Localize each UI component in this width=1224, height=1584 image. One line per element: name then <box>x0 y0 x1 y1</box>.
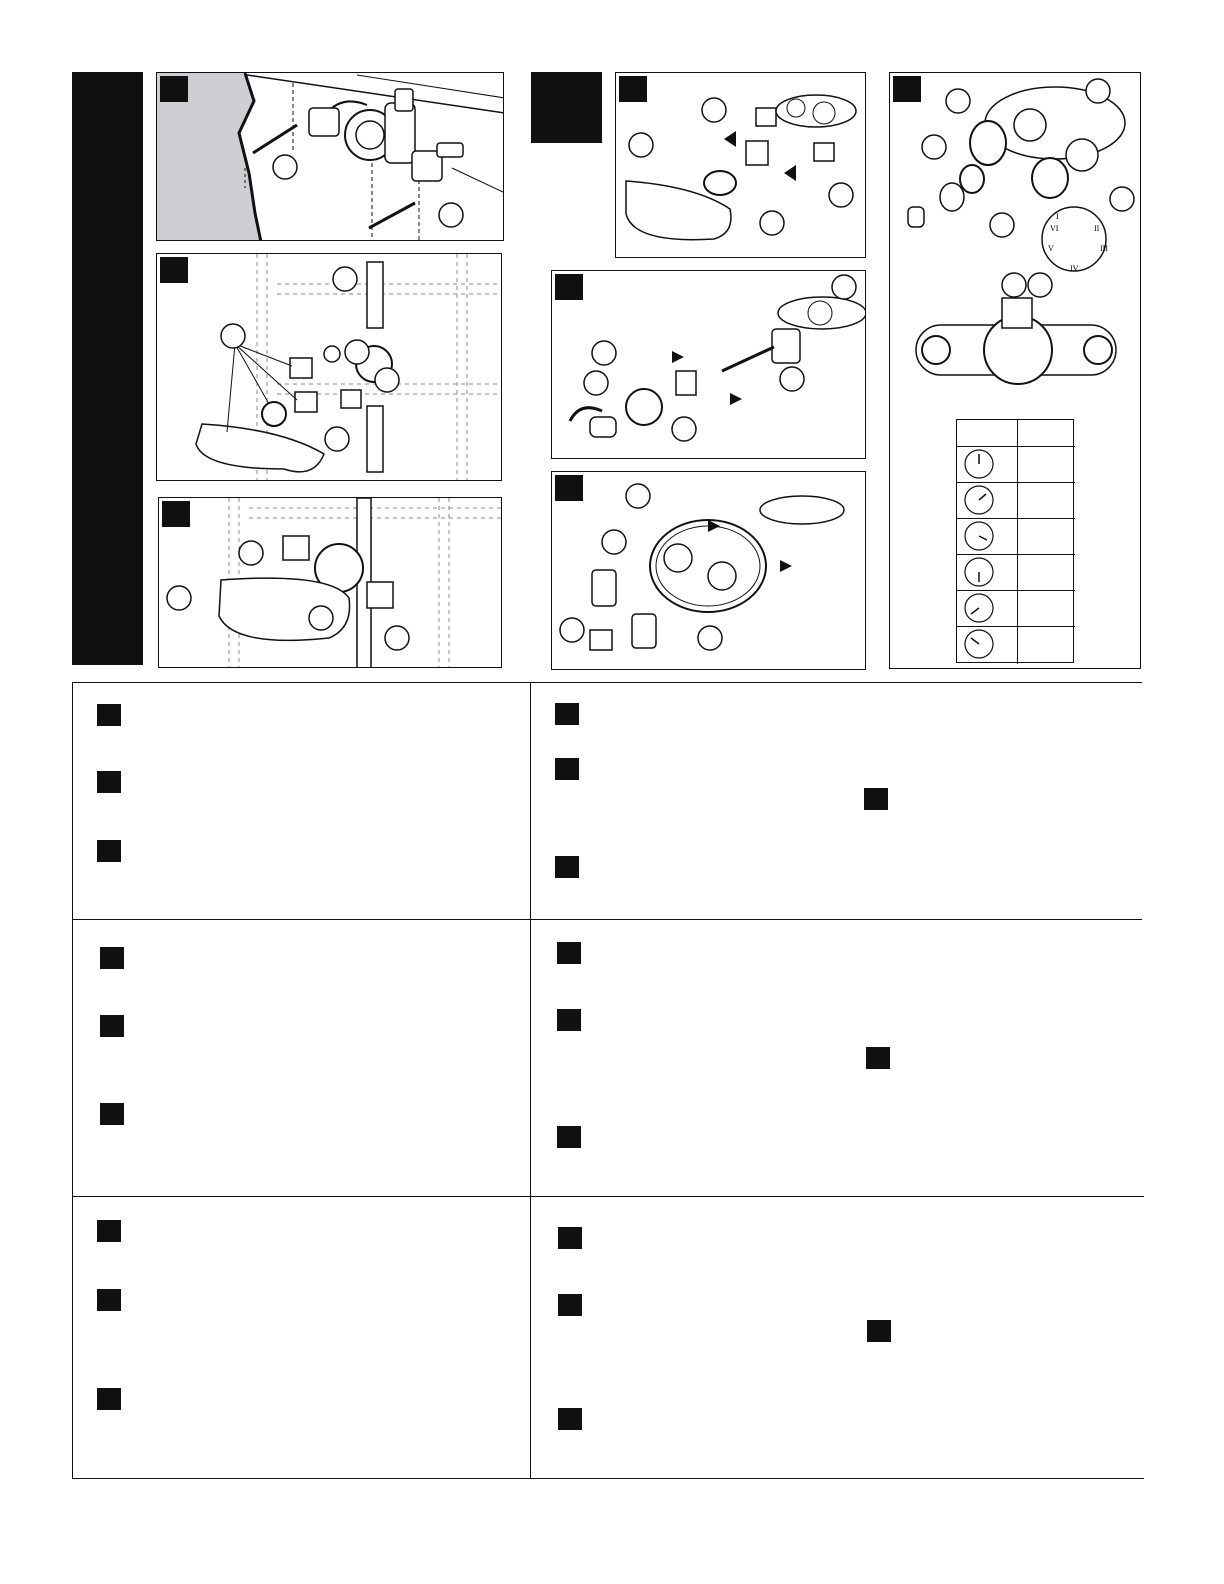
step-marker <box>555 475 583 501</box>
step-marker <box>160 76 188 102</box>
section-tab <box>531 72 602 143</box>
step-marker <box>97 1388 121 1410</box>
step-marker <box>97 1220 121 1242</box>
grid-line-left <box>72 682 73 1479</box>
step-marker <box>97 771 121 793</box>
grid-line-bottom <box>72 1478 1144 1479</box>
step-marker <box>558 1408 582 1430</box>
trim-illustration <box>616 73 866 258</box>
cover-illustration <box>159 498 502 668</box>
step-marker <box>864 788 888 810</box>
diagram-panel-cover <box>158 497 502 668</box>
step-marker <box>867 1320 891 1342</box>
step-marker <box>557 942 581 964</box>
diagram-panel-exploded <box>156 253 502 481</box>
step-marker <box>100 1015 124 1037</box>
dial-label-iv: IV <box>1070 264 1079 273</box>
step-marker <box>893 76 921 102</box>
step-marker <box>555 758 579 780</box>
dial-label-v: V <box>1048 244 1054 253</box>
side-tab <box>72 72 143 665</box>
diagram-panel-dial <box>889 72 1141 669</box>
step-marker <box>555 274 583 300</box>
step-marker <box>555 703 579 725</box>
step-marker <box>100 1103 124 1125</box>
step-marker <box>97 1289 121 1311</box>
diagram-panel-escutcheon <box>551 471 866 670</box>
dial-table <box>956 419 1074 663</box>
dial-label-i: I <box>1056 212 1059 221</box>
grid-line-top <box>72 682 1142 683</box>
cartridge-illustration <box>552 271 866 459</box>
grid-line-center <box>530 682 531 1479</box>
step-marker <box>555 856 579 878</box>
step-marker <box>558 1227 582 1249</box>
dial-icons <box>957 420 1017 664</box>
step-marker <box>100 947 124 969</box>
handle-dial-illustration <box>890 73 1141 333</box>
step-marker <box>619 76 647 102</box>
rough-in-illustration <box>157 73 504 241</box>
step-marker <box>557 1009 581 1031</box>
step-marker <box>866 1047 890 1069</box>
step-marker <box>97 840 121 862</box>
diagram-panel-trim <box>615 72 866 258</box>
diagram-panel-rough-in <box>156 72 504 241</box>
step-marker <box>97 704 121 726</box>
step-marker <box>162 501 190 527</box>
step-marker <box>557 1126 581 1148</box>
step-marker <box>558 1294 582 1316</box>
grid-line-mid-1 <box>72 919 1142 920</box>
dial-label-iii: III <box>1100 244 1108 253</box>
step-marker <box>160 257 188 283</box>
dial-label-ii: II <box>1094 224 1100 233</box>
exploded-illustration <box>157 254 502 481</box>
escutcheon-illustration <box>552 472 866 670</box>
dial-label-vi: VI <box>1050 224 1059 233</box>
diagram-panel-cartridge <box>551 270 866 459</box>
grid-line-mid-2 <box>72 1196 1144 1197</box>
